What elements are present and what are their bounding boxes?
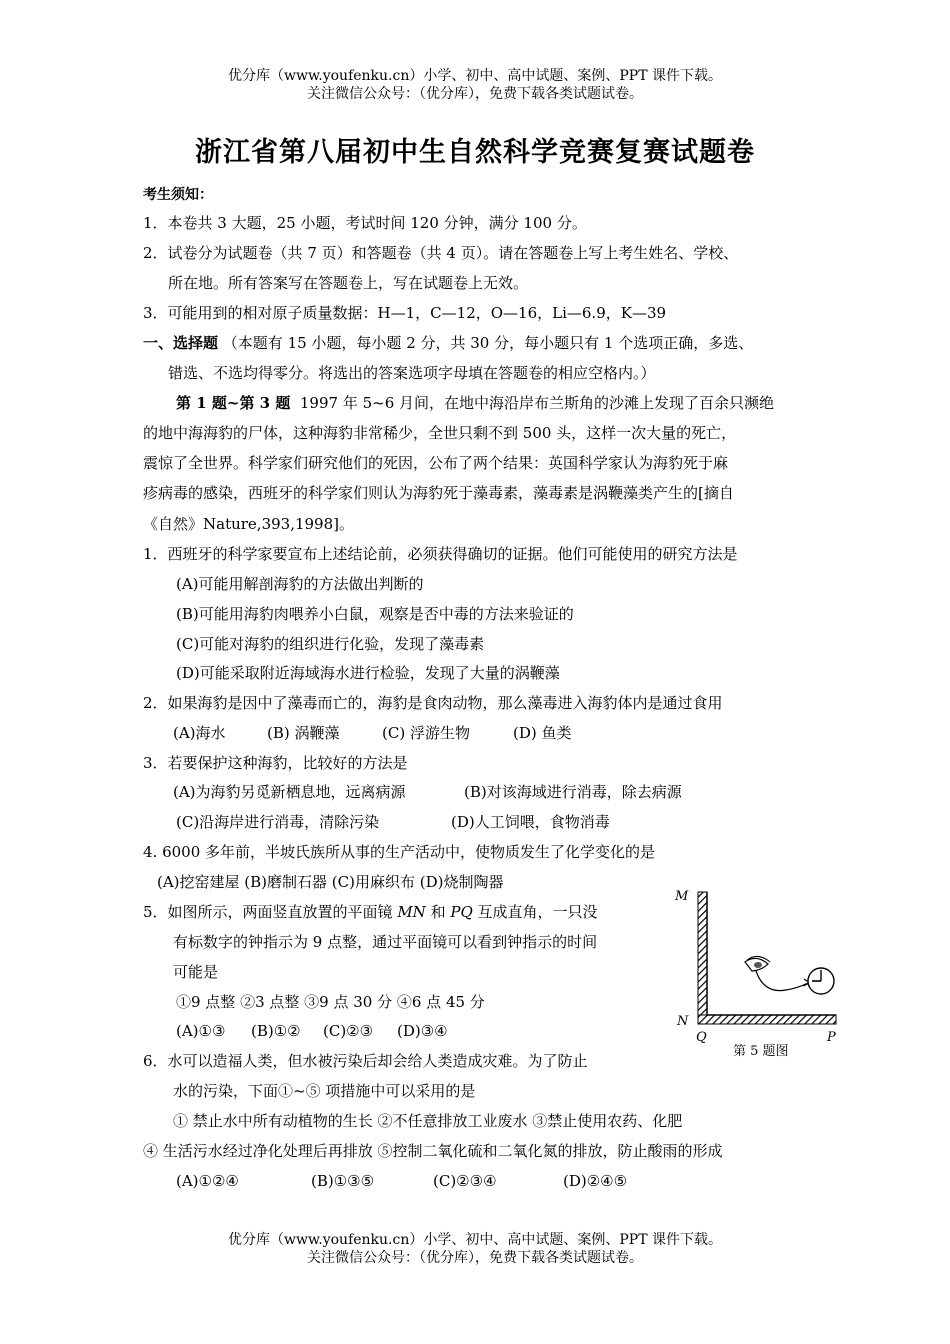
q5-option-d: (D)③④	[397, 1022, 448, 1040]
q3-option-b: (B)对该海域进行消毒，除去病源	[464, 783, 682, 801]
q6-measures-a: ① 禁止水中所有动植物的生长 ②不任意排放工业废水 ③禁止使用农药、化肥	[173, 1112, 683, 1130]
clock-icon	[808, 968, 834, 994]
page-title: 浙江省第八届初中生自然科学竞赛复赛试题卷	[195, 137, 755, 168]
header-line-1: 优分库（www.youfenku.cn）小学、初中、高中试题、案例、PPT 课件下载。	[227, 68, 722, 84]
q2-option-b: (B) 涡鞭藻	[267, 724, 340, 742]
q3-option-d: (D)人工饲喂，食物消毒	[451, 813, 610, 831]
section1-desc-a: （本题有 15 小题，每小题 2 分，共 30 分，每小题只有 1 个选项正确，多选、	[222, 334, 754, 352]
q2-option-a: (A)海水	[173, 724, 226, 742]
notice-item-3: 3．可能用到的相对原子质量数据：H—1，C—12，O—16，Li—6.9，K—39	[143, 304, 667, 322]
q6-measures-b: ④ 生活污水经过净化处理后再排放 ⑤控制二氧化硫和二氧化氮的排放，防止酸雨的形成	[143, 1142, 723, 1160]
mirror-mn	[698, 892, 707, 1024]
q5-and: 和	[425, 903, 451, 921]
q5-stem-line-3: 可能是	[173, 963, 219, 981]
q5-option-a: (A)①③	[176, 1022, 226, 1040]
q4-stem: 4. 6000 多年前，半坡氏族所从事的生产活动中，使物质发生了化学变化的是	[143, 843, 656, 861]
figure-label-n: N	[677, 1014, 689, 1029]
sight-line	[756, 971, 808, 991]
section1-desc-b: 错选、不选均得零分。将选出的答案选项字母填在答题卷的相应空格内。）	[168, 364, 656, 382]
passage-label: 第 1 题~第 3 题	[176, 394, 291, 412]
q5-stem-line-1	[143, 902, 598, 922]
figure-caption: 第 5 题图	[733, 1044, 789, 1059]
q5-option-c: (C)②③	[323, 1022, 374, 1040]
q3-stem: 3．若要保护这种海豹，比较好的方法是	[143, 754, 408, 772]
q5-mirror-pq: PQ	[450, 903, 473, 921]
figure-label-q: Q	[696, 1030, 707, 1045]
passage-line-3: 震惊了全世界。科学家们研究他们的死因，公布了两个结果：英国科学家认为海豹死于麻	[143, 454, 729, 472]
passage-line-5: 《自然》Nature,393,1998]。	[143, 515, 354, 533]
q1-option-a: (A)可能用解剖海豹的方法做出判断的	[176, 575, 424, 593]
notice-item-2a: 2．试卷分为试题卷（共 7 页）和答题卷（共 4 页）。请在答题卷上写上考生姓名、学校、	[143, 244, 739, 262]
q6-option-d: (D)②④⑤	[563, 1172, 628, 1190]
q1-option-b: (B)可能用海豹肉喂养小白鼠，观察是否中毒的方法来验证的	[176, 605, 574, 623]
figure-label-m: M	[675, 889, 689, 904]
notice-heading: 考生须知：	[143, 187, 213, 203]
q3-option-a: (A)为海豹另觅新栖息地，远离病源	[173, 783, 406, 801]
q5-stem-b: 互成直角，一只没	[472, 903, 598, 921]
q4-options: (A)挖窑建屋 (B)磨制石器 (C)用麻织布 (D)烧制陶器	[157, 873, 504, 891]
notice-item-1: 1．本卷共 3 大题，25 小题，考试时间 120 分钟，满分 100 分。	[143, 214, 587, 232]
header-line-2: 关注微信公众号：（优分库），免费下载各类试题试卷。	[307, 86, 643, 102]
passage-line-2: 的地中海海豹的尸体，这种海豹非常稀少，全世只剩不到 500 头，这样一次大量的死亡，	[143, 424, 737, 442]
eye-icon	[745, 956, 770, 971]
q6-stem-b: 水的污染，下面①~⑤ 项措施中可以采用的是	[173, 1082, 476, 1100]
q3-option-c: (C)沿海岸进行消毒，清除污染	[176, 813, 380, 831]
q2-option-d: (D) 鱼类	[513, 724, 572, 742]
q2-stem: 2．如果海豹是因中了藻毒而亡的，海豹是食肉动物，那么藻毒进入海豹体内是通过食用	[143, 694, 723, 712]
q5-choices: ①9 点整 ②3 点整 ③9 点 30 分 ④6 点 45 分	[176, 993, 485, 1011]
passage-text-1: 1997 年 5~6 月间，在地中海沿岸布兰斯角的沙滩上发现了百余只濒绝	[299, 394, 775, 412]
figure-5	[668, 884, 848, 1064]
q5-stem-a: 5．如图所示，两面竖直放置的平面镜	[143, 903, 393, 921]
q5-mirror-mn: MN	[397, 903, 426, 921]
footer-line-2: 关注微信公众号：（优分库），免费下载各类试题试卷。	[307, 1250, 643, 1266]
q6-option-a: (A)①②④	[176, 1172, 239, 1190]
q5-option-b: (B)①②	[251, 1022, 301, 1040]
footer-line-1: 优分库（www.youfenku.cn）小学、初中、高中试题、案例、PPT 课件下载。	[227, 1232, 722, 1248]
q1-stem: 1．西班牙的科学家要宣布上述结论前，必须获得确切的证据。他们可能使用的研究方法是	[143, 545, 738, 563]
notice-item-2b: 所在地。所有答案写在答题卷上，写在试题卷上无效。	[168, 274, 529, 292]
q6-stem-a: 6．水可以造福人类，但水被污染后却会给人类造成灾难。为了防止	[143, 1052, 588, 1070]
q2-option-c: (C) 浮游生物	[382, 724, 470, 742]
figure-label-p: P	[827, 1030, 836, 1045]
q1-option-c: (C)可能对海豹的组织进行化验，发现了藻毒素	[176, 635, 485, 653]
mirror-pq	[698, 1015, 836, 1024]
q6-option-c: (C)②③④	[433, 1172, 497, 1190]
q6-option-b: (B)①③⑤	[311, 1172, 375, 1190]
passage-line-1	[176, 393, 774, 413]
passage-line-4: 疹病毒的感染，西班牙的科学家们则认为海豹死于藻毒素，藻毒素是涡鞭藻类产生的[摘自	[143, 484, 734, 502]
section1-heading: 一、选择题	[143, 334, 219, 352]
q5-stem-line-2: 有标数字的钟指示为 9 点整，通过平面镜可以看到钟指示的时间	[173, 933, 598, 951]
q1-option-d: (D)可能采取附近海域海水进行检验，发现了大量的涡鞭藻	[176, 664, 560, 682]
section1-line-1	[143, 333, 753, 353]
